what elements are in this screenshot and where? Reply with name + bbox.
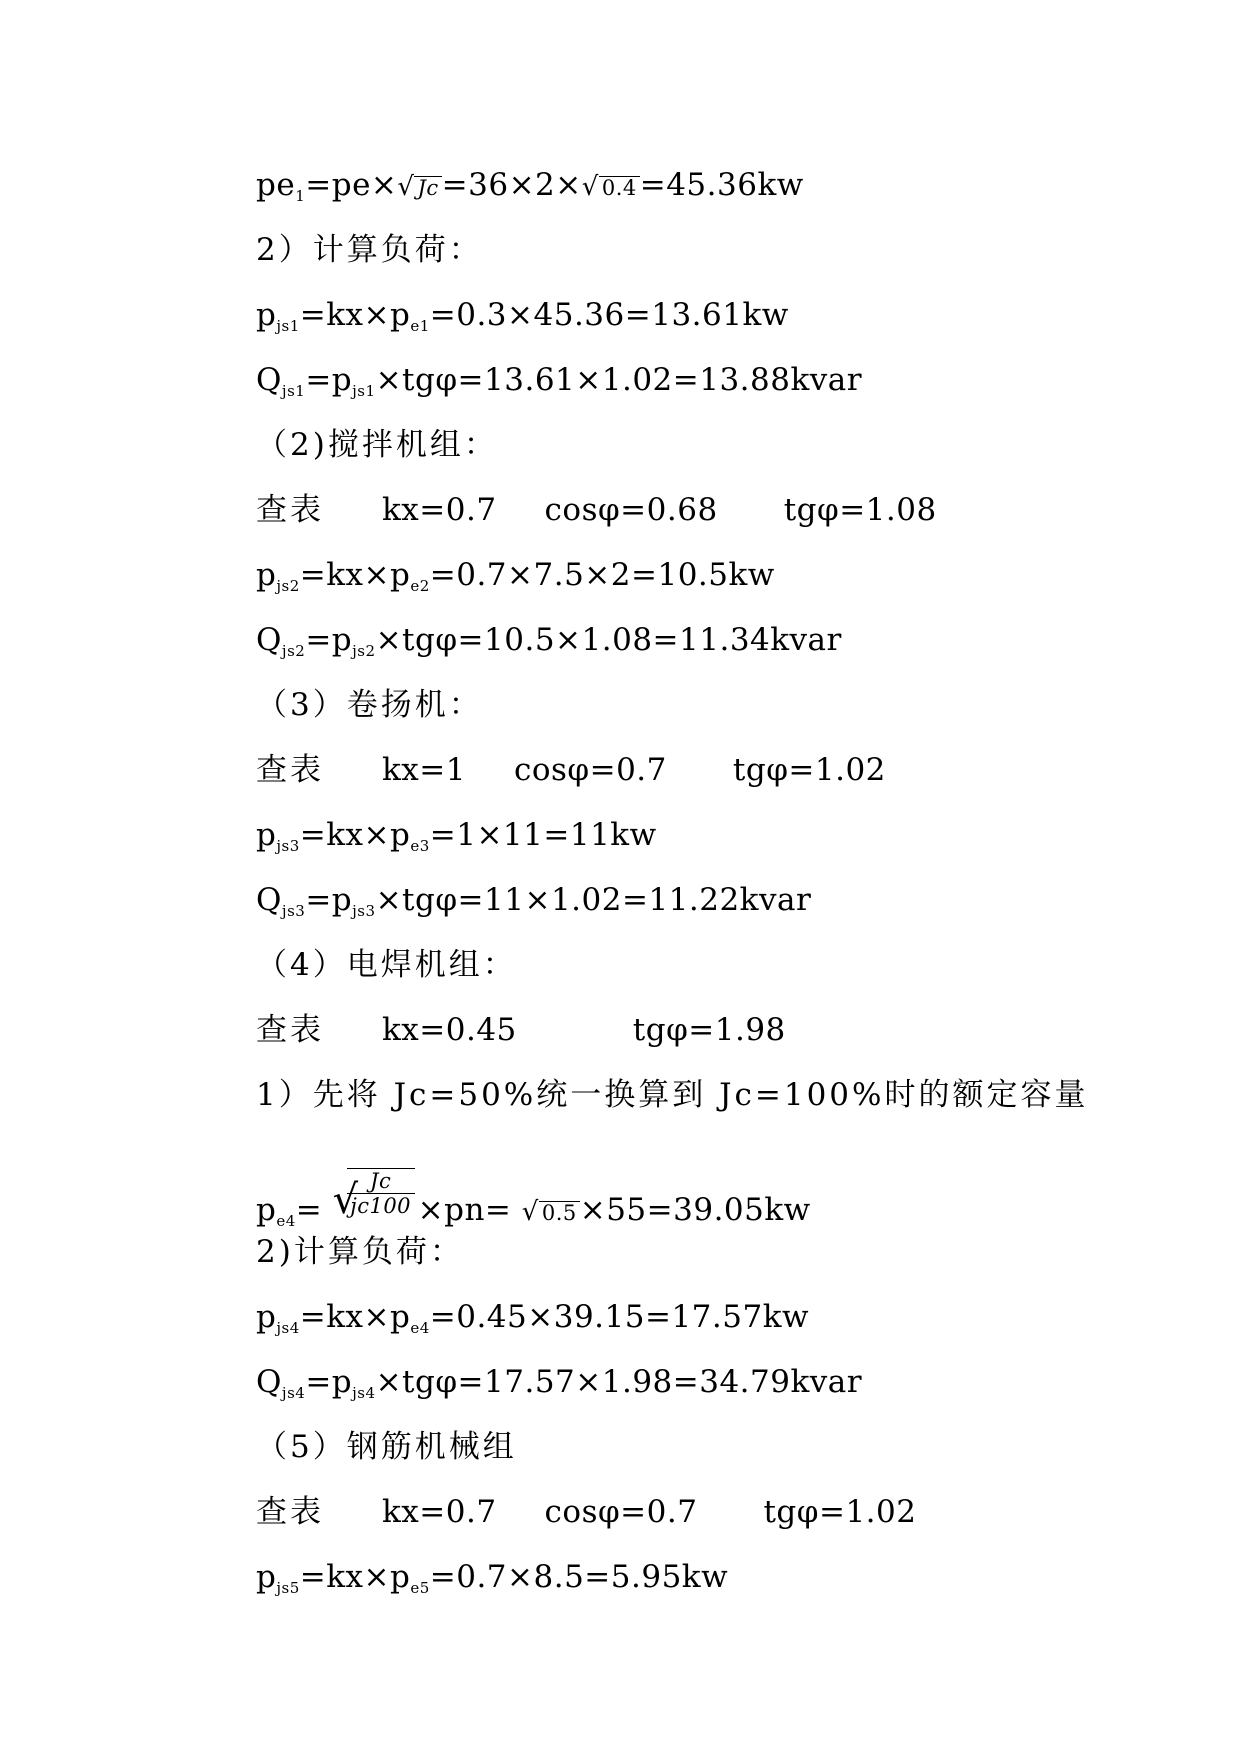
subscript: js2 bbox=[281, 642, 306, 660]
formula-text: =0.45×39.15=17.57kw bbox=[429, 1299, 810, 1335]
sqrt-icon: √ 0.4 bbox=[582, 167, 640, 209]
cos-value: cosφ=0.7 bbox=[513, 752, 667, 788]
kx-value: kx=1 bbox=[382, 752, 466, 788]
formula-line bbox=[256, 295, 789, 346]
subscript: js1 bbox=[352, 382, 376, 400]
formula-text: =kx×p bbox=[299, 297, 411, 333]
radicand: 0.4 bbox=[599, 176, 640, 199]
formula-text: = bbox=[295, 1192, 323, 1228]
subscript: e4 bbox=[276, 1212, 296, 1230]
formula-text: ×pn= bbox=[417, 1192, 512, 1228]
lookup-line bbox=[256, 1010, 786, 1050]
subscript: e5 bbox=[410, 1579, 430, 1597]
formula-text: =45.36kw bbox=[639, 167, 804, 203]
section-heading: （3）卷扬机： bbox=[256, 687, 483, 723]
formula-text: p bbox=[256, 1192, 277, 1228]
formula-text: p bbox=[256, 817, 277, 853]
denominator: jc100 bbox=[350, 1194, 412, 1218]
formula-text: =p bbox=[305, 882, 353, 918]
formula-text: =pe× bbox=[305, 167, 398, 203]
formula-text: =1×11=11kw bbox=[429, 817, 657, 853]
formula-text: p bbox=[256, 1559, 277, 1595]
tg-value: tgφ=1.08 bbox=[783, 492, 937, 528]
subscript: js3 bbox=[276, 837, 300, 855]
formula-text: ×55=39.05kw bbox=[579, 1192, 811, 1228]
subscript: js2 bbox=[352, 642, 376, 660]
sqrt-icon: √ Jc bbox=[397, 167, 441, 209]
section-heading: （4）电焊机组： bbox=[256, 947, 517, 983]
formula-text: ×tgφ=10.5×1.08=11.34kvar bbox=[375, 622, 842, 658]
formula-line bbox=[256, 1297, 809, 1348]
lookup-label: 查表 bbox=[256, 492, 324, 528]
subscript: e3 bbox=[410, 837, 430, 855]
subscript: js4 bbox=[281, 1384, 306, 1402]
formula-text: =0.3×45.36=13.61kw bbox=[429, 297, 789, 333]
text-line: 2)计算负荷： bbox=[256, 1234, 464, 1270]
formula-line bbox=[256, 360, 862, 411]
subscript: js1 bbox=[281, 382, 306, 400]
formula-line bbox=[256, 815, 657, 866]
formula-text: =kx×p bbox=[299, 557, 411, 593]
tg-value: tgφ=1.98 bbox=[632, 1012, 786, 1048]
subscript: js5 bbox=[276, 1579, 300, 1597]
formula-text: ×tgφ=13.61×1.02=13.88kvar bbox=[375, 362, 863, 398]
formula-text: =0.7×7.5×2=10.5kw bbox=[429, 557, 775, 593]
kx-value: kx=0.7 bbox=[382, 1494, 497, 1530]
formula-line bbox=[256, 620, 842, 671]
formula-text: Q bbox=[256, 362, 282, 398]
formula-text: p bbox=[256, 1299, 277, 1335]
subscript: 1 bbox=[295, 187, 306, 205]
formula-text: =kx×p bbox=[299, 1299, 411, 1335]
formula-text: p bbox=[256, 557, 277, 593]
section-heading: （5）钢筋机械组 bbox=[256, 1429, 517, 1465]
formula-line bbox=[256, 1362, 862, 1413]
formula-text: ×tgφ=17.57×1.98=34.79kvar bbox=[375, 1364, 863, 1400]
lookup-label: 查表 bbox=[256, 752, 324, 788]
lookup-line bbox=[256, 750, 886, 790]
subscript: e1 bbox=[410, 317, 430, 335]
formula-text: p bbox=[256, 297, 277, 333]
radicand: Jc bbox=[414, 176, 441, 199]
formula-text: Q bbox=[256, 1364, 282, 1400]
formula-text: =p bbox=[305, 362, 353, 398]
cos-value: cosφ=0.7 bbox=[544, 1494, 698, 1530]
formula-text: pe bbox=[256, 167, 296, 203]
formula-line bbox=[256, 880, 811, 931]
kx-value: kx=0.45 bbox=[382, 1012, 517, 1048]
lookup-label: 查表 bbox=[256, 1012, 324, 1048]
subscript: e4 bbox=[410, 1319, 430, 1337]
sqrt-fraction-icon: √ $\frac{Jc}{jc100}$ bbox=[333, 1168, 418, 1228]
subscript: js3 bbox=[352, 902, 376, 920]
formula-text: =0.7×8.5=5.95kw bbox=[429, 1559, 729, 1595]
subscript: js3 bbox=[281, 902, 306, 920]
tg-value: tgφ=1.02 bbox=[763, 1494, 917, 1530]
cos-value: cosφ=0.68 bbox=[544, 492, 718, 528]
sqrt-icon: √ 0.5 bbox=[522, 1192, 580, 1234]
formula-text: Q bbox=[256, 882, 282, 918]
subscript: e2 bbox=[410, 577, 430, 595]
kx-value: kx=0.7 bbox=[382, 492, 497, 528]
formula-line bbox=[256, 1168, 811, 1241]
subscript: js1 bbox=[276, 317, 300, 335]
subscript: js2 bbox=[276, 577, 300, 595]
radicand: 0.5 bbox=[539, 1201, 580, 1224]
numerator: Jc bbox=[347, 1169, 415, 1194]
text-line: 1）先将 Jc=50%统一换算到 Jc=100%时的额定容量 bbox=[256, 1077, 1089, 1113]
subscript: js4 bbox=[352, 1384, 376, 1402]
formula-text: =36×2× bbox=[441, 167, 582, 203]
formula-text: =kx×p bbox=[299, 1559, 411, 1595]
formula-text: =p bbox=[305, 1364, 353, 1400]
section-heading: （2)搅拌机组： bbox=[256, 427, 498, 463]
formula-line bbox=[256, 165, 804, 216]
formula-text: =p bbox=[305, 622, 353, 658]
formula-text: ×tgφ=11×1.02=11.22kvar bbox=[375, 882, 812, 918]
text-line: 2）计算负荷： bbox=[256, 232, 483, 268]
formula-line bbox=[256, 555, 775, 606]
lookup-line bbox=[256, 490, 937, 530]
subscript: js4 bbox=[276, 1319, 300, 1337]
formula-line bbox=[256, 1557, 728, 1608]
formula-text: =kx×p bbox=[299, 817, 411, 853]
tg-value: tgφ=1.02 bbox=[732, 752, 886, 788]
lookup-line bbox=[256, 1492, 916, 1532]
lookup-label: 查表 bbox=[256, 1494, 324, 1530]
formula-text: Q bbox=[256, 622, 282, 658]
